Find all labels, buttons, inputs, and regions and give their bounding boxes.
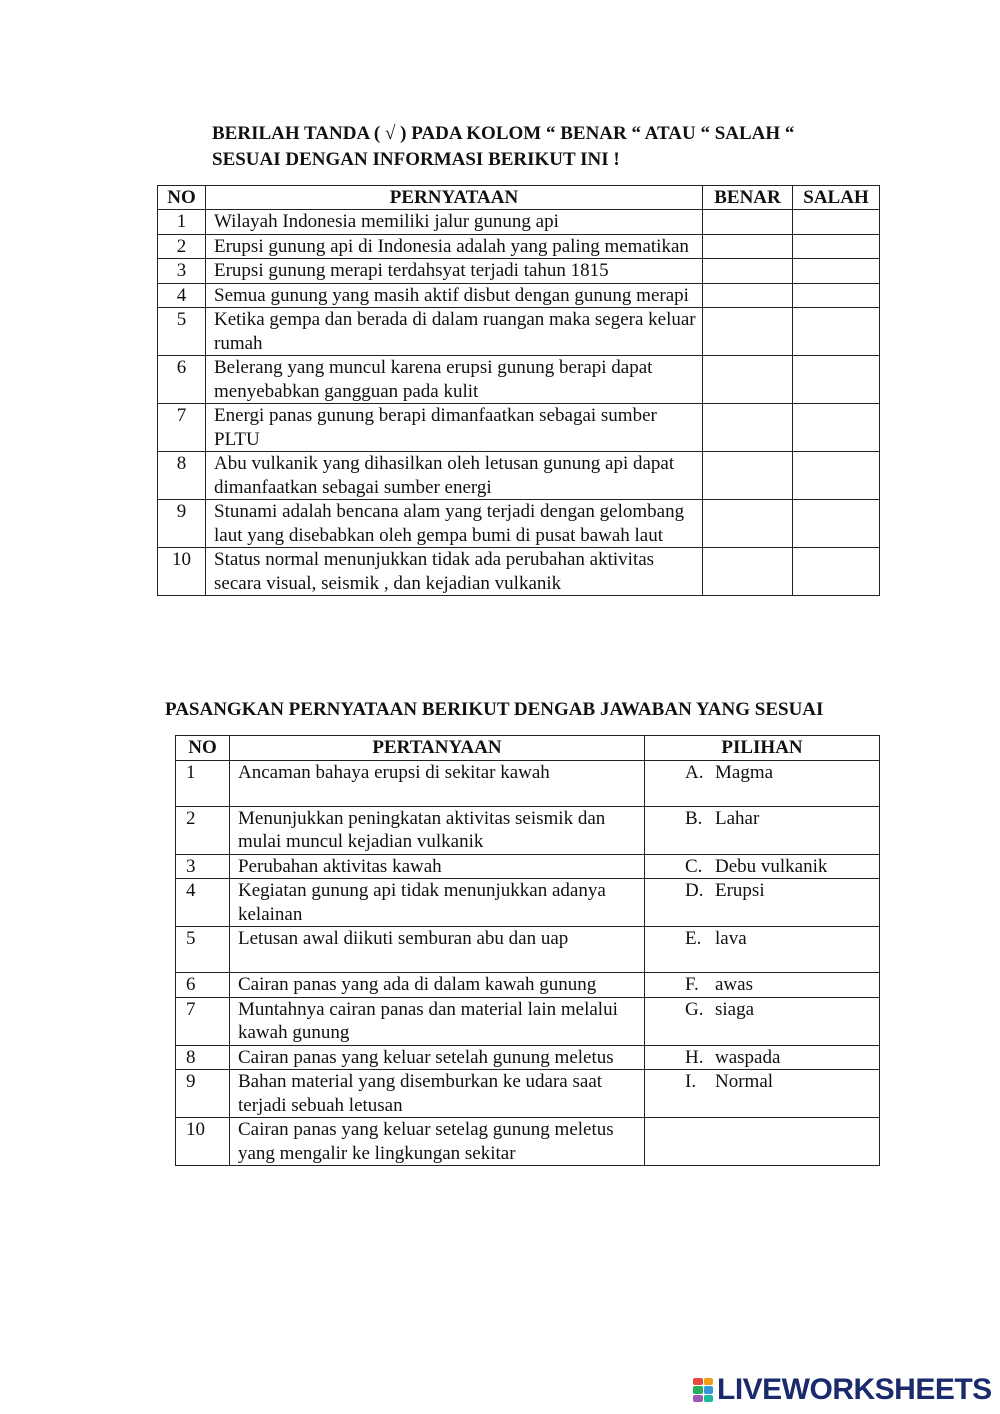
table-row [176, 879, 880, 927]
question-text: Kegiatan gunung api tidak menunjukkan adanya kelainan [230, 879, 645, 927]
row-number: 6 [176, 973, 230, 998]
false-answer-cell[interactable] [793, 234, 880, 259]
table-row [176, 997, 880, 1045]
question-text: Menunjukkan peningkatan aktivitas seismik dan mulai muncul kejadian vulkanik [230, 806, 645, 854]
option-text: Lahar [715, 807, 760, 829]
row-number: 1 [176, 760, 230, 806]
table-row [158, 404, 880, 452]
question-text: Letusan awal diikuti semburan abu dan uap [230, 927, 645, 973]
row-number: 8 [158, 452, 206, 500]
option-item[interactable] [645, 854, 880, 879]
table-row [158, 283, 880, 308]
statement-text: Abu vulkanik yang dihasilkan oleh letusan gunung api dapat dimanfaatkan sebagai sumber energi [206, 452, 703, 500]
table-row [158, 210, 880, 235]
option-item[interactable] [645, 760, 880, 806]
header-statement: PERNYATAAN [206, 186, 703, 210]
false-answer-cell[interactable] [793, 404, 880, 452]
header-options: PILIHAN [645, 736, 880, 761]
instructions [212, 121, 912, 173]
row-number: 9 [158, 500, 206, 548]
table-row [176, 1070, 880, 1118]
false-answer-cell[interactable] [793, 308, 880, 356]
option-item[interactable] [645, 997, 880, 1045]
true-answer-cell[interactable] [703, 308, 793, 356]
header-no: NO [176, 736, 230, 761]
table-row [176, 760, 880, 806]
statement-text: Erupsi gunung api di Indonesia adalah yang paling mematikan [206, 234, 703, 259]
header-false: SALAH [793, 186, 880, 210]
brand-name: LIVEWORKSHEETS [717, 1373, 992, 1406]
option-text: Magma [715, 761, 774, 783]
question-text: Muntahnya cairan panas dan material lain melalui kawah gunung [230, 997, 645, 1045]
option-letter: B. [685, 807, 703, 829]
true-answer-cell[interactable] [703, 548, 793, 596]
option-letter: E. [685, 928, 702, 949]
row-number: 10 [158, 548, 206, 596]
row-number: 5 [176, 927, 230, 973]
statement-text: Ketika gempa dan berada di dalam ruangan maka segera keluar rumah [206, 308, 703, 356]
table-row [158, 356, 880, 404]
row-number: 10 [176, 1118, 230, 1166]
option-item[interactable] [645, 973, 880, 998]
option-item[interactable] [645, 1070, 880, 1118]
table-row [176, 973, 880, 998]
false-answer-cell[interactable] [793, 259, 880, 284]
option-letter: H. [685, 1046, 704, 1068]
row-number: 2 [158, 234, 206, 259]
statement-text: Belerang yang muncul karena erupsi gunung berapi dapat menyebabkan gangguan pada kulit [206, 356, 703, 404]
table-row [158, 234, 880, 259]
matching-table [175, 735, 880, 1166]
false-answer-cell[interactable] [793, 500, 880, 548]
false-answer-cell[interactable] [793, 452, 880, 500]
option-text: awas [715, 974, 753, 995]
instruction-line-2: SESUAI DENGAN INFORMASI BERIKUT INI ! [212, 149, 620, 170]
option-text: lava [715, 928, 747, 949]
true-answer-cell[interactable] [703, 500, 793, 548]
question-text: Bahan material yang disemburkan ke udara saat terjadi sebuah letusan [230, 1070, 645, 1118]
true-answer-cell[interactable] [703, 283, 793, 308]
option-text: Erupsi [715, 880, 765, 901]
row-number: 2 [176, 806, 230, 854]
table-row [158, 548, 880, 596]
row-number: 7 [158, 404, 206, 452]
statement-text: Energi panas gunung berapi dimanfaatkan sebagai sumber PLTU [206, 404, 703, 452]
option-item[interactable] [645, 806, 880, 854]
option-text: Normal [715, 1071, 774, 1092]
option-letter: F. [685, 974, 699, 995]
option-text: Debu vulkanik [715, 855, 828, 877]
row-number: 1 [158, 210, 206, 235]
true-false-table [157, 185, 880, 596]
false-answer-cell[interactable] [793, 210, 880, 235]
false-answer-cell[interactable] [793, 283, 880, 308]
row-number: 3 [158, 259, 206, 284]
option-text: waspada [715, 1046, 781, 1068]
option-item [645, 1118, 880, 1166]
table-row [158, 452, 880, 500]
table-row [176, 854, 880, 879]
row-number: 8 [176, 1045, 230, 1070]
true-answer-cell[interactable] [703, 404, 793, 452]
table-row [158, 308, 880, 356]
header-true: BENAR [703, 186, 793, 210]
option-item[interactable] [645, 1045, 880, 1070]
row-number: 4 [158, 283, 206, 308]
matching-title: PASANGKAN PERNYATAAN BERIKUT DENGAB JAWABAN YANG SESUAI [165, 699, 824, 720]
statement-text: Wilayah Indonesia memiliki jalur gunung api [206, 210, 703, 235]
false-answer-cell[interactable] [793, 548, 880, 596]
row-number: 4 [176, 879, 230, 927]
option-letter: I. [685, 1071, 697, 1092]
question-text: Ancaman bahaya erupsi di sekitar kawah [230, 760, 645, 806]
table-row [158, 259, 880, 284]
question-text: Cairan panas yang keluar setelah gunung meletus [230, 1045, 645, 1070]
option-item[interactable] [645, 879, 880, 927]
table-row [176, 1045, 880, 1070]
table-row [176, 806, 880, 854]
option-letter: C. [685, 855, 703, 877]
statement-text: Stunami adalah bencana alam yang terjadi dengan gelombang laut yang disebabkan oleh gempa bumi di pusat bawah laut [206, 500, 703, 548]
question-text: Cairan panas yang keluar setelag gunung meletus yang mengalir ke lingkungan sekitar [230, 1118, 645, 1166]
statement-text: Semua gunung yang masih aktif disbut dengan gunung merapi [206, 283, 703, 308]
row-number: 6 [158, 356, 206, 404]
option-letter: D. [685, 880, 704, 901]
header-question: PERTANYAAN [230, 736, 645, 761]
true-answer-cell[interactable] [703, 234, 793, 259]
option-letter: A. [685, 761, 704, 783]
table-header-row [176, 736, 880, 761]
option-text: siaga [715, 998, 755, 1020]
table-row [176, 1118, 880, 1166]
row-number: 9 [176, 1070, 230, 1118]
option-item[interactable] [645, 927, 880, 973]
statement-text: Erupsi gunung merapi terdahsyat terjadi tahun 1815 [206, 259, 703, 284]
table-header-row [158, 186, 880, 210]
question-text: Perubahan aktivitas kawah [230, 854, 645, 879]
question-text: Cairan panas yang ada di dalam kawah gunung [230, 973, 645, 998]
table-row [158, 500, 880, 548]
header-no: NO [158, 186, 206, 210]
table-row [176, 927, 880, 973]
true-answer-cell[interactable] [703, 452, 793, 500]
statement-text: Status normal menunjukkan tidak ada perubahan aktivitas secara visual, seismik , dan kejadian vulkanik [206, 548, 703, 596]
option-letter: G. [685, 998, 704, 1020]
instruction-line-1: BERILAH TANDA ( √ ) PADA KOLOM “ BENAR “ ATAU “ SALAH “ [212, 123, 795, 144]
row-number: 7 [176, 997, 230, 1045]
liveworksheets-brand [693, 1374, 992, 1406]
true-answer-cell[interactable] [703, 259, 793, 284]
row-number: 3 [176, 854, 230, 879]
true-answer-cell[interactable] [703, 210, 793, 235]
true-answer-cell[interactable] [703, 356, 793, 404]
liveworksheets-logo-icon [693, 1378, 713, 1402]
row-number: 5 [158, 308, 206, 356]
false-answer-cell[interactable] [793, 356, 880, 404]
